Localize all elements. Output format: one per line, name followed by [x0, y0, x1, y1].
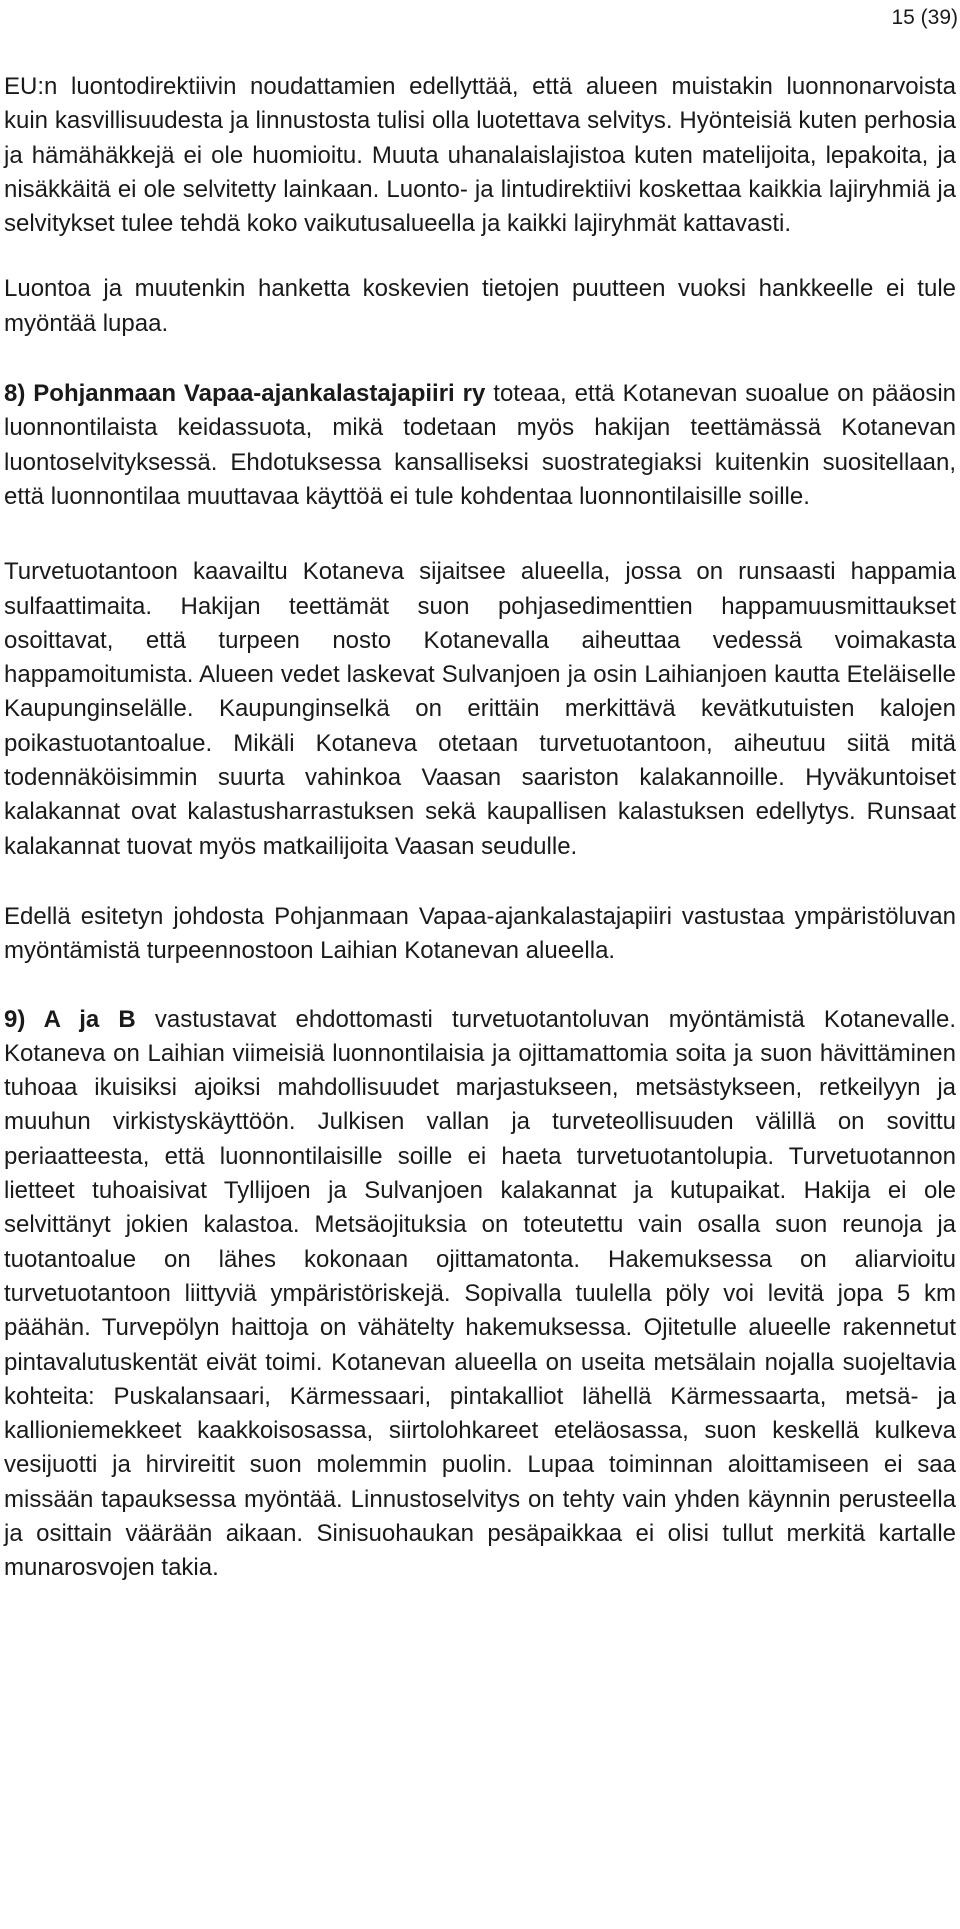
- paragraph-kalastajapiiri: [4, 377, 956, 514]
- paragraph-text: toteaa, että Kotanevan suoalue on pääosin luonnontilaista keidassuota, mikä todetaan myös hakijan teettämässä Kotanevan luontoselvityksessä. Ehdotuksessa kansalliseksi suostrategiaksi kuitenkin suositellaan, että luonnontilaa muuttavaa käyttöä ei tule kohdentaa luonnontilaisille soille.: [4, 380, 956, 510]
- paragraph-sulfaattimaat: Turvetuotantoon kaavailtu Kotaneva sijaitsee alueella, jossa on runsaasti happamia sulfaattimaita. Hakijan teettämät suon pohjasedimenttien happamuusmittaukset osoittavat, että turpeen nosto Kotanevalla aiheuttaa vedessä voimakasta happamoitumista. Alueen vedet laskevat Sulvanjoen ja osin Laihianjoen kautta Eteläiselle Kaupunginselälle. Kaupunginselkä on erittäin merkittävä kevätkutuisten kalojen poikastuotantoalue. Mikäli Kotaneva otetaan turvetuotantoon, aiheutuu siitä mitä todennäköisimmin suurta vahinkoa Vaasan saariston kalakannoille. Hyväkuntoiset kalakannat ovat kalastusharrastuksen sekä kaupallisen kalastuksen edellytys. Runsaat kalakannat tuovat myös matkailijoita Vaasan seudulle.: [4, 558, 956, 860]
- paragraph-vastustus: Edellä esitetyn johdosta Pohjanmaan Vapaa-ajankalastajapiiri vastustaa ympäristöluvan myöntämistä turpeennostoon Laihian Kotanevan alueella.: [4, 902, 956, 965]
- page-number: 15 (39): [891, 6, 958, 29]
- paragraph-text: vastustavat ehdottomasti turvetuotantoluvan myöntämistä Kotanevalle. Kotaneva on Laihian viimeisiä luonnontilaisia ja ojittamattomia soita ja suon hävittäminen tuhoaa ikuisiksi ajoiksi mahdollisuudet marjastukseen, metsästykseen, retkeilyyn ja muuhun virkistyskäyttöön. Julkisen vallan ja turveteollisuuden välillä on sovittu periaatteesta, että luonnontilaisille soille ei haeta turvetuotantolupia. Turvetuotannon lietteet tuhoaisivat Tyllijoen ja Sulvanjoen kalakannat ja kutupaikat. Hakija ei ole selvittänyt jokien kalastoa. Metsäojituksia on toteutettu vain osalla suon reunoja ja tuotantoalue on lähes kokonaan ojittamatonta. Hakemuksessa on aliarvioitu turvetuotantoon liittyviä ympäristöriskejä. Sopivalla tuulella pöly voi levitä jopa 5 km päähän. Turvepölyn haittoja on vähätelty hakemuksessa. Ojitetulle alueelle rakennetut pintavalutuskentät eivät toimi. Kotanevan alueella on useita metsälain nojalla suojeltavia kohteita: Puskalansaari, Kärmessaari, pintakalliot lähellä Kärmessaarta, metsä- ja kallioniemekkeet kaakkoisosassa, siirtolohkareet eteläosassa, suon keskellä kulkeva vesijuotti ja hirvireitit suon molemmin puolin. Lupaa toiminnan aloittamiseen ei saa missään tapauksessa myöntää. Linnustoselvitys on tehty vain yhden käynnin perusteella ja osittain väärään aikaan. Sinisuohaukan pesäpaikkaa ei olisi tullut merkitä kartalle munarosvojen takia.: [4, 1005, 956, 1582]
- paragraph-luontodirektiivi: EU:n luontodirektiivin noudattamien edellyttää, että alueen muistakin luonnonarvoista kuin kasvillisuudesta ja linnustosta tulisi olla luotettava selvitys. Hyönteisiä kuten perhosia ja hämähäkkejä ei ole huomioitu. Muuta uhanalaislajistoa kuten matelijoita, lepakoita, ja nisäkkäitä ei ole selvitetty lainkaan. Luonto- ja lintudirektiivi koskettaa kaikkia lajiryhmiä ja selvitykset tulee tehdä koko vaikutusalueella ja kaikki lajiryhmät kattavasti.: [4, 73, 956, 238]
- paragraph-lead: 8) Pohjanmaan Vapaa-ajankalastajapiiri ry: [4, 380, 486, 408]
- document-body: [4, 70, 956, 1586]
- paragraph-lead: 9) A ja B: [4, 1005, 136, 1033]
- paragraph-a-ja-b: [4, 1003, 956, 1586]
- paragraph-luvan-puute: Luontoa ja muutenkin hanketta koskevien tietojen puutteen vuoksi hankkeelle ei tule myöntää lupaa.: [4, 275, 956, 337]
